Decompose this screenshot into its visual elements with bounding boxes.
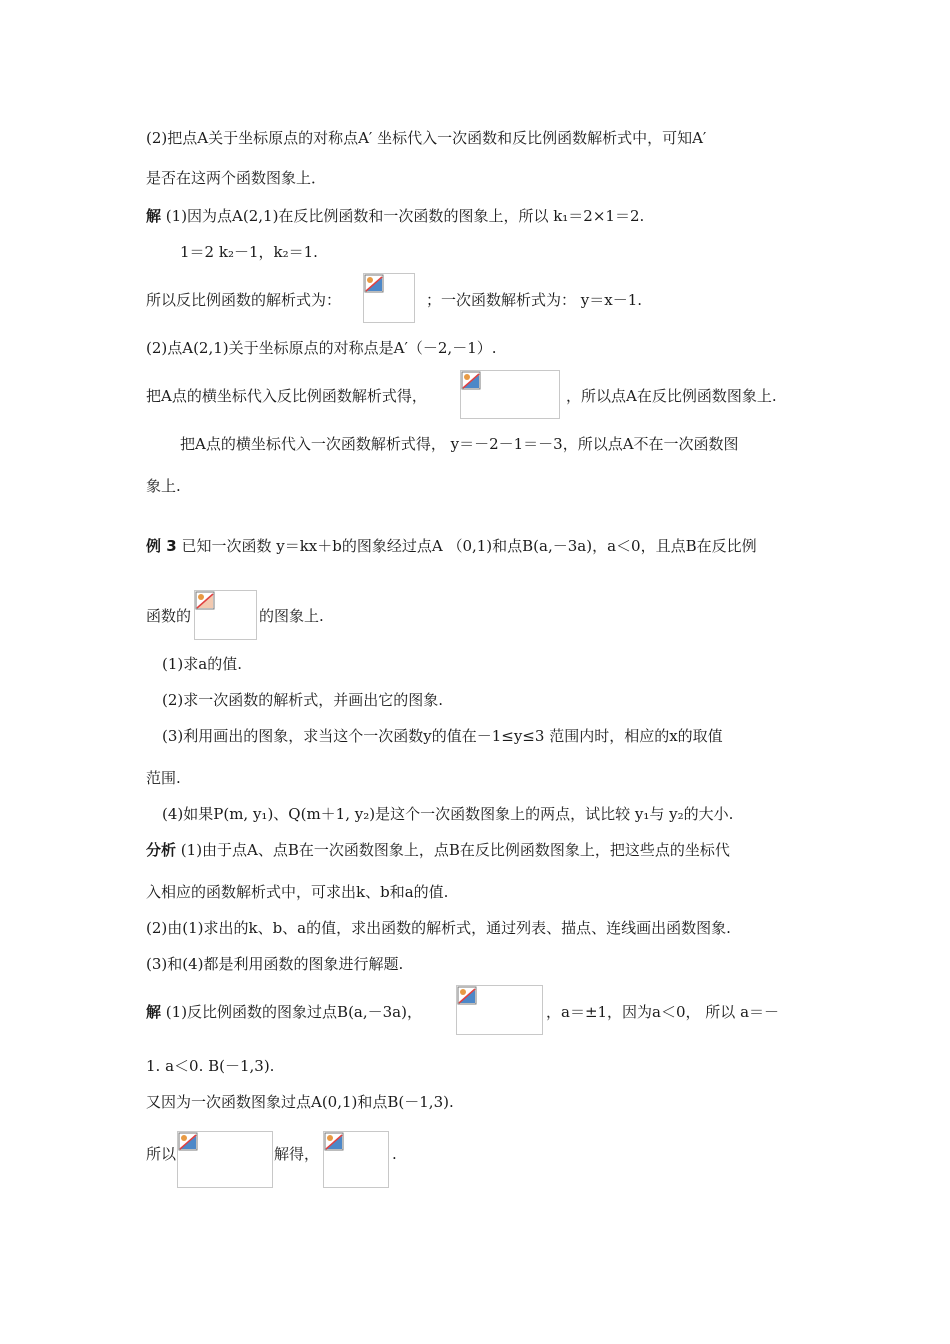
text-line: 1＝2 k₂－1，k₂＝1. <box>180 243 318 261</box>
formula-image <box>323 1131 389 1188</box>
text-line: (2)把点A关于坐标原点的对称点A′ 坐标代入一次函数和反比例函数解析式中，可知A′ <box>146 129 707 147</box>
solution-line <box>146 1002 422 1022</box>
question-3: (3)利用画出的图象，求当这个一次函数y的值在－1≤y≤3 范围内时，相应的x的取值 <box>162 727 723 745</box>
text-line: 范围. <box>146 769 181 787</box>
text-line: 又因为一次函数图象过点A(0,1)和点B(－1,3). <box>146 1093 454 1111</box>
text: 已知一次函数 y＝kx＋b的图象经过点A （0,1)和点B(a,－3a)，a＜0，且点B在反比例 <box>181 537 757 555</box>
text-line: 象上. <box>146 477 181 495</box>
text-line: 的图象上. <box>259 607 324 625</box>
text-line: ；一次函数解析式为： y＝x－1. <box>426 291 643 309</box>
solution-line <box>146 206 644 226</box>
image-placeholder-icon <box>461 371 483 391</box>
formula-image <box>363 273 415 323</box>
example-heading-line <box>146 536 757 556</box>
image-placeholder-icon <box>178 1132 200 1152</box>
text-line: 1. a＜0. B(－1,3). <box>146 1057 275 1075</box>
text-line: 所以反比例函数的解析式为： <box>146 291 342 309</box>
text-line: (3)和(4)都是利用函数的图象进行解题. <box>146 955 404 973</box>
text-line: 函数的 <box>146 607 192 625</box>
analysis-label: 分析 <box>146 841 177 859</box>
question-1: (1)求a的值. <box>162 655 242 673</box>
image-placeholder-icon <box>364 274 386 294</box>
text-line: ，a＝±1，因为a＜0， 所以 a＝－ <box>546 1003 780 1021</box>
question-2: (2)求一次函数的解析式，并画出它的图象. <box>162 691 444 709</box>
solution-label: 解 <box>146 1003 162 1021</box>
formula-image <box>177 1131 273 1188</box>
image-placeholder-icon <box>324 1132 346 1152</box>
text: (1)由于点A、点B在一次函数图象上，点B在反比例函数图象上，把这些点的坐标代 <box>180 841 730 859</box>
text-line: . <box>392 1145 397 1163</box>
text-line: 解得， <box>274 1145 320 1163</box>
text-line: (2)点A(2,1)关于坐标原点的对称点是A′（－2,－1）. <box>146 339 497 357</box>
text-line: 入相应的函数解析式中，可求出k、b和a的值. <box>146 883 449 901</box>
analysis-line <box>146 840 730 860</box>
text: (1)反比例函数的图象过点B(a,－3a)， <box>165 1003 422 1021</box>
image-placeholder-icon <box>457 986 479 1006</box>
text-line: ，所以点A在反比例函数图象上. <box>566 387 777 405</box>
text-line: (2)由(1)求出的k、b、a的值，求出函数的解析式，通过列表、描点、连线画出函数图象. <box>146 919 731 937</box>
formula-image <box>456 985 543 1035</box>
question-4: (4)如果P(m, y₁)、Q(m＋1, y₂)是这个一次函数图象上的两点，试比较 y₁与 y₂的大小. <box>162 805 734 823</box>
text-line: 把A点的横坐标代入反比例函数解析式得， <box>146 387 427 405</box>
solution-label: 解 <box>146 207 162 225</box>
text: (1)因为点A(2,1)在反比例函数和一次函数的图象上，所以 k₁＝2×1＝2. <box>165 207 645 225</box>
text-line: 所以 <box>146 1145 177 1163</box>
example-label: 例 3 <box>146 537 177 555</box>
formula-image <box>194 590 257 640</box>
formula-image <box>460 370 560 419</box>
image-placeholder-icon <box>195 591 217 611</box>
text-line: 把A点的横坐标代入一次函数解析式得， y＝－2－1＝－3，所以点A不在一次函数图 <box>180 435 739 453</box>
text-line: 是否在这两个函数图象上． <box>146 169 327 187</box>
